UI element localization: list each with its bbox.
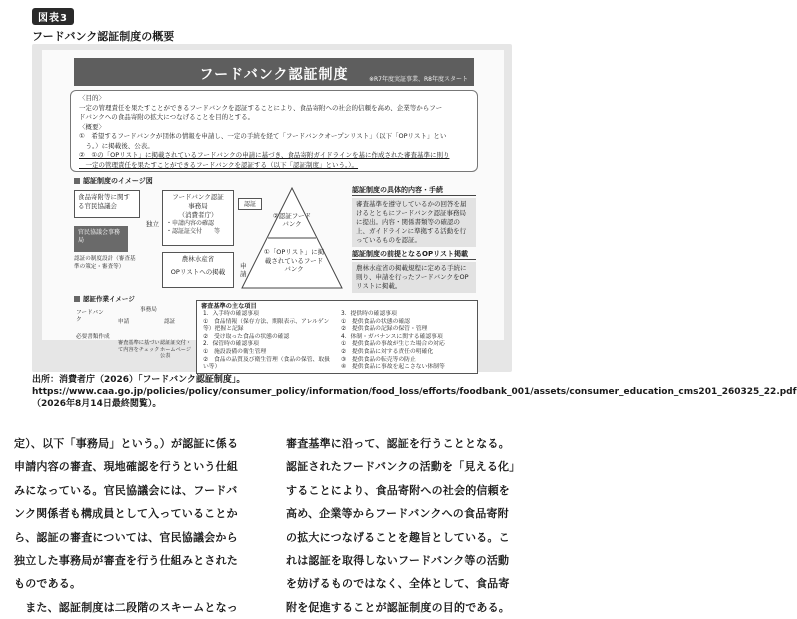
criteria-heading: 審査基準の主な項目	[201, 303, 257, 310]
oplist-body: 農林水産省の掲載規程に定める手続に則り、申請を行ったフードバンクをOPリストに掲載。	[352, 262, 476, 293]
flow-step: フードバンク	[76, 310, 104, 323]
body-column-right	[286, 432, 524, 619]
flow-step: 事務局	[140, 307, 157, 313]
criteria-item: ① 提供食品の事故が生じた場合の対応	[341, 341, 445, 348]
outline-line: ② ①の「OPリスト」に掲載されているフードバンクの申請に基づき、食品寄附ガイドラインを基に作成された審査基準に則り	[79, 151, 450, 159]
banner	[74, 58, 474, 86]
body-line: 審査基準に沿って、認証を行うこととなる。	[286, 437, 510, 450]
body-line: みになっている。官民協議会には、フードバ	[14, 483, 238, 497]
maff-line: OPリストへの掲載	[170, 268, 226, 276]
criteria-right-column	[341, 311, 475, 372]
outline-head: 〈概要〉	[79, 122, 105, 131]
flow-heading: 認証作業イメージ	[74, 294, 135, 303]
procedure-heading: 認証制度の具体的内容・手続	[352, 186, 476, 196]
oplist-heading: 認証制度の前提となるOPリスト掲載	[352, 250, 476, 260]
banner-subtitle: ※R7年度実証事業、R8年度スタート	[368, 76, 468, 83]
criteria-box	[196, 300, 478, 374]
secretariat-line: ・認証証交付 等	[166, 228, 221, 235]
criteria-item: 1．入手時の確認事項	[203, 311, 259, 317]
body-line: ら、認証の審査については、官民協議会から	[14, 530, 238, 544]
body-line: 附を促進することが認証制度の目的である。	[286, 600, 510, 614]
body-line: 申請内容の審査、現地確認を行うという仕組	[14, 460, 238, 474]
council-note: 認証の制度設計（審査基準の策定・審査等）	[74, 256, 136, 270]
figure-title: フードバンク認証制度の概要	[32, 30, 175, 43]
certify-label: 認証	[238, 198, 262, 210]
secretariat-line: ・申請内容の確認	[166, 220, 215, 227]
body-line: することにより、食品寄附への社会的信頼を	[286, 483, 510, 497]
purpose-head: 〈目的〉	[79, 94, 105, 102]
right-panel-oplist	[352, 250, 476, 293]
maff-line: 農林水産省	[181, 255, 215, 263]
flow-step: 申請	[118, 319, 130, 325]
purpose-line: ドバンクへの食品寄附の拡大につなげることを目的とする。	[79, 113, 255, 121]
criteria-left-column	[203, 311, 335, 372]
body-line: また、認証制度は二段階のスキームとなっ	[14, 600, 238, 614]
banner-title: フードバンク認証制度	[199, 67, 349, 83]
body-line: 定）、以下「事務局」という。）が認証に係る	[14, 437, 239, 450]
flow-step: 認証証交付・ホームページ公表	[160, 340, 192, 359]
pyramid-diagram	[240, 186, 344, 290]
purpose-box	[70, 90, 478, 172]
criteria-item: 3．提供時の確認事項	[341, 311, 397, 317]
secretariat-line: フードバンク認証	[172, 193, 224, 201]
criteria-item: ① 施設設備の衛生管理	[203, 348, 267, 355]
criteria-item: ① 食品情報（保存方法、期限表示、アレルゲン等）把握と記録	[203, 318, 330, 333]
image-section-heading: 認証制度のイメージ図	[74, 176, 153, 186]
pyramid-bottom-label: ①「OPリスト」に掲載されているフードバンク	[263, 248, 325, 273]
flow-step: 審査基準に基づいて内容をチェック	[118, 340, 160, 353]
body-line: の拡大につなげることを趣旨としている。こ	[286, 530, 510, 544]
criteria-item: 2．保管時の確認事項	[203, 341, 259, 348]
gov-council-box: 食品寄附等に関する官民協議会	[74, 190, 140, 218]
criteria-item: ③ 提供食品の転売等の防止	[341, 356, 416, 363]
criteria-item: ② 受け取った食品の状態の確認	[203, 333, 290, 340]
figure-label: 図表3	[32, 8, 74, 25]
body-line: を妨げるものではなく、全体として、食品寄	[286, 577, 510, 591]
flow-step: 必要書類作成	[76, 334, 110, 340]
body-line: れは認証を取得しないフードバンク等の活動	[286, 554, 510, 568]
purpose-line: 一定の管理責任を果たすことができるフードバンクを認証することにより、食品寄附への社会的信頼を高め、企業等からフー	[79, 103, 443, 112]
body-line: ンク関係者も構成員として入っていることか	[14, 507, 238, 521]
maff-box	[162, 252, 234, 288]
criteria-item: ④ 提供食品に事故を起こさない体制等	[341, 364, 445, 371]
criteria-item: ② 提供食品の記録の保管・管理	[341, 326, 428, 333]
body-line: 独立した事務局が審査を行う仕組みとされた	[14, 554, 238, 568]
criteria-item: ② 食品の品質及び衛生管理（食品の保管、取扱い等）	[203, 356, 330, 371]
body-line: 認証されたフードバンクの活動を「見える化」	[286, 460, 521, 474]
pyramid-top-label: ②認証フードバンク	[272, 212, 312, 228]
right-panel-procedure	[352, 186, 476, 247]
secretariat-line: 事務局	[188, 202, 208, 210]
outline-line: 一定の管理責任を果たすことができるフードバンクを認証する（以下「認証制度」という。）。	[79, 160, 359, 169]
apply-label: 申請	[240, 262, 247, 278]
body-column-left	[14, 432, 252, 619]
criteria-item: ② 提供食品に対する責任の明確化	[341, 348, 434, 355]
council-secretariat-box: 官民協議会事務局	[74, 226, 128, 252]
outline-line: う。）に掲載後、公表。	[79, 141, 154, 150]
secretariat-line: （消費者庁）	[178, 211, 218, 219]
outline-line: ① 希望するフードバンクが団体の情報を申請し、一定の手続を経て「フードバンクオープンリスト」（以下「OPリスト」とい	[79, 132, 447, 140]
body-line: 高め、企業等からフードバンクへの食品寄附	[286, 507, 509, 521]
secretariat-box	[162, 190, 234, 246]
figure-source: 出所：消費者庁（2026）「フードバンク認証制度」。https://www.caa.go.jp/policies/policy/consumer_policy/information/food_loss/efforts/foodbank_001/assets/consumer_education_cms201_260325_22.pdf（2026年8月14日最終閲覧）。	[32, 375, 797, 409]
independent-label: 独立	[146, 220, 159, 228]
flow-step: 認証	[164, 319, 176, 325]
criteria-item: ① 提供食品の状態の確認	[341, 318, 410, 325]
body-line: ものである。	[14, 577, 82, 591]
criteria-item: 4．体制・ガバナンスに関する確認事項	[341, 333, 443, 340]
procedure-body: 審査基準を遵守しているかの回答を届けるとともにフードバンク認証事務局に提出。内容・関係書類等の確認の上、ガイドラインに準拠する活動を行っているものを認証。	[352, 198, 476, 247]
